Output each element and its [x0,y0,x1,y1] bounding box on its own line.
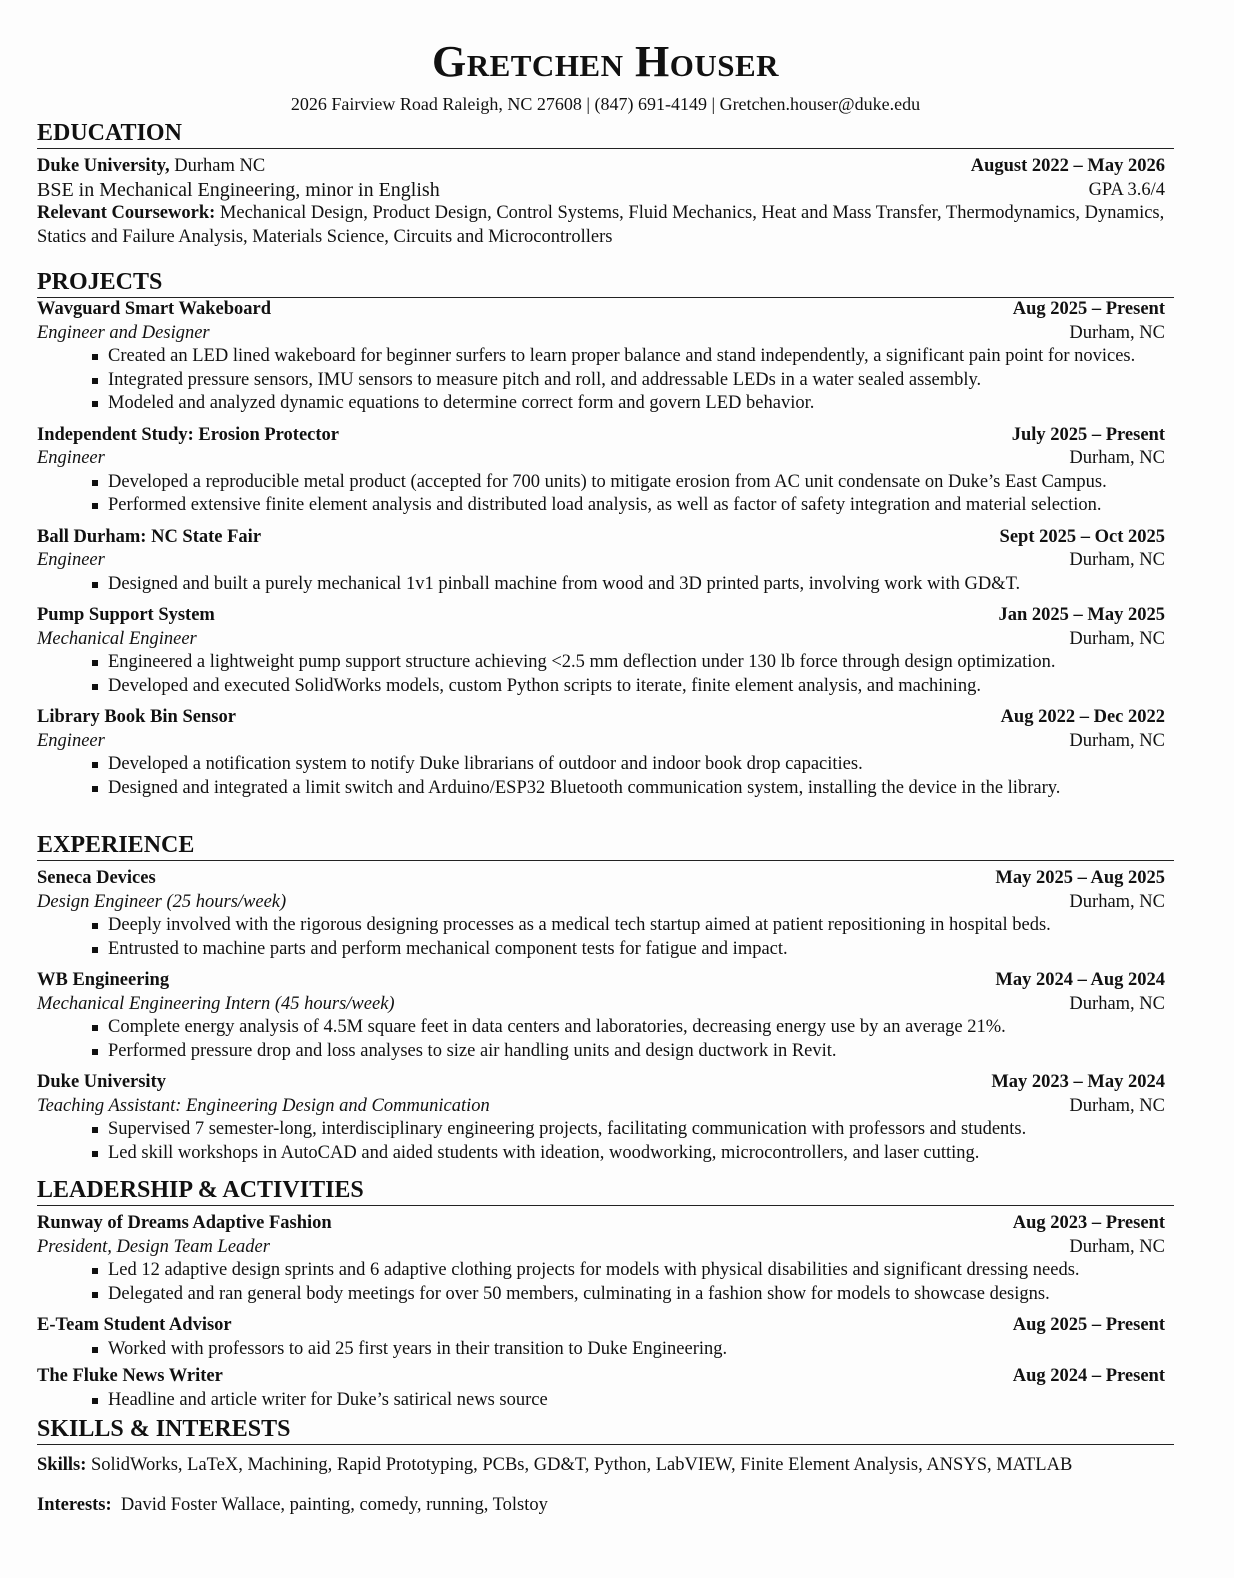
bullet-item: Performed pressure drop and loss analyses to size air handling units and design ductwork in Revit. [89,1040,1174,1064]
education-dates: August 2022 – May 2026 [970,156,1165,176]
experience-location: Durham, NC [1069,993,1165,1014]
education-degree: BSE in Mechanical Engineering, minor in English [37,178,440,201]
education-gpa: GPA 3.6/4 [1088,179,1165,200]
bullet-item: Modeled and analyzed dynamic equations to determine correct form and govern LED behavior. [89,392,1174,416]
experience-bullets [37,1016,1174,1063]
project-name: Wavguard Smart Wakeboard [37,299,272,319]
project-name: Ball Durham: NC State Fair [37,526,262,547]
skills-line [37,1453,1174,1477]
project-dates: July 2025 – Present [1011,424,1165,445]
experience-name: Duke University [37,1072,166,1092]
experience-role: Design Engineer (25 hours/week) [37,891,287,912]
bullet-item: Headline and article writer for Duke’s satirical news source [89,1389,1174,1413]
education-location: Durham NC [174,156,266,176]
education-school: Duke University, [37,156,170,176]
project-role: Engineer [37,448,105,468]
leadership-entry [37,1212,1174,1306]
project-bullets [37,345,1174,416]
resume-name: Gretchen Houser [431,37,780,86]
project-name: Independent Study: Erosion Protector [37,424,340,445]
project-role: Engineer [37,730,105,751]
bullet-item: Led 12 adaptive design sprints and 6 adaptive clothing projects for models with physical disabilities and significant dressing needs. [89,1259,1174,1283]
experience-entry [37,969,1174,1063]
coursework-text: Mechanical Design, Product Design, Control Systems, Fluid Mechanics, Heat and Mass Transfer, Thermodynamics, Dynamics, Statics and Failure Analysis, Materials Science, Circuits and Microcontrollers [37,203,1165,247]
experience-section [37,830,1174,1165]
coursework-label: Relevant Coursework: [37,203,216,223]
leadership-name: Runway of Dreams Adaptive Fashion [37,1213,332,1233]
bullet-item: Complete energy analysis of 4.5M square feet in data centers and laboratories, decreasing energy use by an average 21%. [89,1016,1174,1040]
project-name: Pump Support System [37,605,215,625]
project-location: Durham, NC [1069,550,1165,570]
project-bullets [37,753,1174,800]
interests-label: Interests: [37,1495,112,1515]
leadership-dates: Aug 2024 – Present [1012,1366,1165,1386]
education-coursework [37,202,1165,249]
project-name: Library Book Bin Sensor [37,707,236,727]
bullet-item: Designed and built a purely mechanical 1v1 pinball machine from wood and 3D printed parts, involving work with GD&T. [89,573,1174,597]
experience-entry [37,867,1174,961]
project-bullets [37,651,1174,698]
experience-role: Teaching Assistant: Engineering Design and Communication [37,1095,490,1116]
project-role: Engineer and Designer [37,322,210,343]
project-dates: Jan 2025 – May 2025 [998,605,1165,625]
bullet-item: Supervised 7 semester-long, interdisciplinary engineering projects, facilitating communication with professors and students. [89,1118,1174,1142]
contact-line: 2026 Fairview Road Raleigh, NC 27608 | (847) 691-4149 | Gretchen.houser@duke.edu [290,94,921,114]
experience-dates: May 2023 – May 2024 [991,1072,1165,1092]
bullet-item: Designed and integrated a limit switch and Arduino/ESP32 Bluetooth communication system, installing the device in the library. [89,777,1174,801]
experience-role: Mechanical Engineering Intern (45 hours/week) [37,993,395,1014]
experience-entry [37,1071,1174,1165]
project-location: Durham, NC [1069,730,1165,751]
project-entry [37,424,1174,518]
project-entry [37,298,1174,416]
leadership-entry [37,1314,1174,1361]
experience-name: WB Engineering [37,970,170,990]
interests-line [37,1493,1174,1517]
leadership-bullets [37,1389,1174,1413]
leadership-dates: Aug 2025 – Present [1012,1315,1165,1335]
project-location: Durham, NC [1069,448,1165,468]
project-bullets [37,573,1174,597]
skills-label: Skills: [37,1455,87,1475]
leadership-dates: Aug 2023 – Present [1012,1213,1165,1233]
skills-text: SolidWorks, LaTeX, Machining, Rapid Prototyping, PCBs, GD&T, Python, LabVIEW, Finite Element Analysis, ANSYS, MATLAB [90,1455,1073,1475]
bullet-item: Delegated and ran general body meetings for over 50 members, culminating in a fashion show for models to showcase designs. [89,1283,1174,1307]
bullet-item: Performed extensive finite element analysis and distributed load analysis, as well as factor of safety integration and material selection. [89,494,1174,518]
education-school-row [37,155,1165,179]
experience-location: Durham, NC [1069,891,1165,912]
leadership-bullets [37,1259,1174,1306]
education-school-wrap [37,155,265,179]
project-dates: Sept 2025 – Oct 2025 [999,526,1165,547]
section-title-projects: PROJECTS [37,267,1174,298]
bullet-item: Developed a notification system to notify Duke librarians of outdoor and indoor book drop capacities. [89,753,1174,777]
section-title-experience: EXPERIENCE [37,830,1174,861]
bullet-item: Deeply involved with the rigorous designing processes as a medical tech startup aimed at patient repositioning in hospital beds. [89,914,1174,938]
bullet-item: Developed a reproducible metal product (accepted for 700 units) to mitigate erosion from AC unit condensate on Duke’s East Campus. [89,471,1174,495]
leadership-name: E-Team Student Advisor [37,1315,232,1335]
education-section [37,118,1174,249]
experience-location: Durham, NC [1069,1095,1165,1116]
leadership-role: President, Design Team Leader [37,1236,270,1257]
skills-section [37,1414,1174,1517]
experience-name: Seneca Devices [37,868,156,888]
projects-section [37,267,1174,800]
project-role: Engineer [37,550,105,570]
project-entry [37,706,1174,800]
project-dates: Aug 2025 – Present [1012,299,1165,319]
project-entry [37,604,1174,698]
bullet-item: Created an LED lined wakeboard for beginner surfers to learn proper balance and stand independently, a significant pain point for novices. [89,345,1174,369]
leadership-entry [37,1365,1174,1412]
experience-dates: May 2024 – Aug 2024 [995,970,1165,990]
leadership-location: Durham, NC [1069,1236,1165,1257]
section-title-education: EDUCATION [37,118,1174,149]
bullet-item: Led skill workshops in AutoCAD and aided students with ideation, woodworking, microcontrollers, and laser cutting. [89,1142,1174,1166]
project-role: Mechanical Engineer [37,628,197,649]
bullet-item: Engineered a lightweight pump support structure achieving <2.5 mm deflection under 130 lb force through design optimization. [89,651,1174,675]
leadership-name: The Fluke News Writer [37,1366,223,1386]
education-degree-row [37,179,1165,203]
project-location: Durham, NC [1069,628,1165,649]
bullet-item: Entrusted to machine parts and perform mechanical component tests for fatigue and impact. [89,938,1174,962]
section-title-leadership: LEADERSHIP & ACTIVITIES [37,1175,1174,1206]
experience-bullets [37,1118,1174,1165]
project-entry [37,526,1174,597]
bullet-item: Integrated pressure sensors, IMU sensors to measure pitch and roll, and addressable LEDs in a water sealed assembly. [89,369,1174,393]
project-location: Durham, NC [1069,322,1165,343]
project-dates: Aug 2022 – Dec 2022 [1000,707,1165,727]
project-bullets [37,471,1174,518]
experience-bullets [37,914,1174,961]
section-title-skills: SKILLS & INTERESTS [37,1414,1174,1445]
experience-dates: May 2025 – Aug 2025 [995,868,1165,888]
leadership-section [37,1175,1174,1412]
interests-text: David Foster Wallace, painting, comedy, running, Tolstoy [120,1495,548,1515]
bullet-item: Developed and executed SolidWorks models, custom Python scripts to iterate, finite element analysis, and machining. [89,675,1174,699]
bullet-item: Worked with professors to aid 25 first years in their transition to Duke Engineering. [89,1338,1174,1362]
leadership-bullets [37,1338,1174,1362]
